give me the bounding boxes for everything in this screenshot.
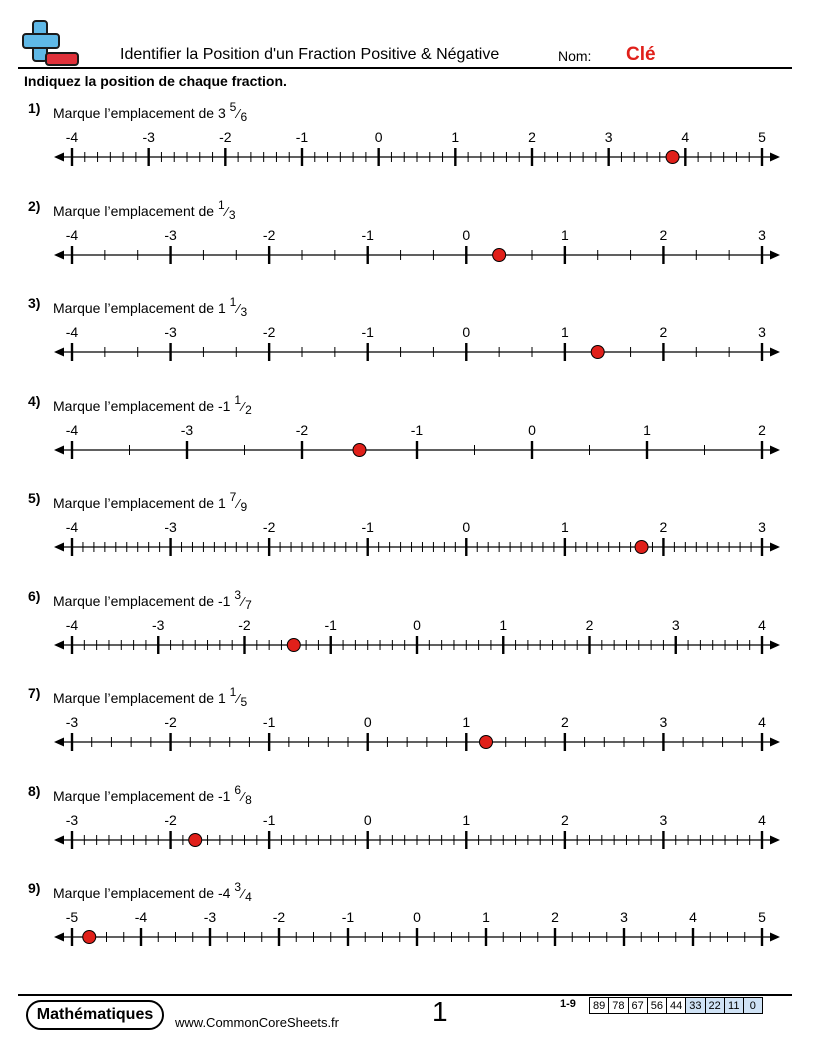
fraction-numerator: 3 — [234, 880, 241, 894]
problem-number: 4) — [28, 392, 41, 409]
tick-label: 1 — [462, 811, 471, 828]
tick-label: -2 — [262, 226, 276, 243]
tick-label: -1 — [295, 129, 309, 145]
problem-number: 2) — [28, 197, 41, 214]
tick-label: 4 — [758, 616, 766, 633]
tick-label: -3 — [65, 811, 79, 828]
tick-label: -3 — [164, 226, 177, 243]
left-arrow-icon — [54, 348, 64, 357]
fraction-numerator: 1 — [217, 197, 225, 212]
answer-point[interactable] — [635, 541, 648, 554]
tick-label: -2 — [164, 811, 177, 828]
tick-label: 4 — [758, 714, 766, 730]
score-range-label: 1-9 — [560, 998, 576, 1010]
tick-label: -4 — [65, 616, 79, 633]
footer-divider — [18, 994, 792, 996]
tick-label: 0 — [363, 714, 372, 730]
subject-badge: Mathématiques — [26, 1000, 164, 1030]
tick-label: 2 — [758, 421, 766, 438]
problem-prompt — [53, 782, 252, 807]
tick-label: 0 — [413, 616, 421, 633]
right-arrow-icon — [770, 933, 780, 942]
fraction-slash: ⁄ — [242, 788, 245, 804]
fraction-numerator: 1 — [234, 392, 241, 407]
fraction-numerator: 5 — [229, 100, 237, 114]
tick-label: -1 — [410, 421, 424, 438]
prompt-text: Marque l’emplacement de -1 — [53, 787, 235, 804]
right-arrow-icon — [770, 153, 780, 162]
tick-label: 1 — [499, 616, 508, 633]
problem-prompt — [53, 100, 248, 124]
tick-label: 2 — [659, 324, 668, 340]
tick-label: 5 — [758, 909, 766, 925]
fraction-denominator: 8 — [245, 792, 252, 807]
tick-label: 2 — [659, 226, 668, 243]
tick-label: -4 — [65, 129, 79, 145]
problem-prompt — [53, 587, 252, 612]
plus-minus-logo-icon — [22, 20, 80, 68]
tick-label: 2 — [528, 129, 536, 145]
tick-label: 1 — [451, 129, 460, 145]
tick-label: -1 — [262, 811, 276, 828]
tick-label: 3 — [659, 811, 668, 828]
left-arrow-icon — [54, 933, 64, 942]
score-cell: 44 — [667, 998, 686, 1014]
tick-label: -2 — [219, 129, 232, 145]
tick-label: -1 — [324, 616, 337, 633]
header-divider — [18, 67, 792, 69]
tick-label: -3 — [203, 909, 217, 925]
problem-number: 1) — [28, 100, 41, 116]
tick-label: 3 — [758, 226, 766, 243]
answer-point[interactable] — [493, 248, 506, 261]
number-line[interactable] — [0, 126, 816, 186]
fraction-denominator: 5 — [240, 695, 248, 709]
tick-label: 2 — [551, 909, 559, 925]
right-arrow-icon — [770, 348, 780, 357]
tick-label: 0 — [363, 811, 372, 828]
right-arrow-icon — [770, 738, 780, 747]
tick-label: -3 — [142, 129, 155, 145]
tick-label: 0 — [462, 324, 471, 340]
tick-label: 1 — [560, 519, 569, 535]
score-cell: 67 — [628, 998, 647, 1014]
answer-point[interactable] — [666, 151, 679, 164]
left-arrow-icon — [54, 445, 64, 454]
tick-label: -2 — [238, 616, 251, 633]
number-line[interactable] — [0, 614, 816, 674]
score-cell: 33 — [686, 998, 705, 1014]
fraction-denominator: 2 — [245, 402, 252, 417]
number-line[interactable] — [0, 321, 816, 381]
problem-prompt — [53, 295, 248, 319]
problem-prompt — [53, 685, 248, 709]
tick-label: 3 — [671, 616, 680, 633]
score-table — [589, 997, 763, 1014]
left-arrow-icon — [54, 640, 64, 649]
tick-label: 2 — [659, 519, 668, 535]
left-arrow-icon — [54, 250, 64, 259]
tick-label: -4 — [65, 519, 79, 535]
tick-label: 3 — [758, 519, 766, 535]
tick-label: -1 — [361, 324, 374, 340]
tick-label: -1 — [262, 714, 276, 730]
tick-label: 2 — [585, 616, 594, 633]
fraction-slash: ⁄ — [242, 398, 245, 414]
tick-label: 2 — [560, 811, 569, 828]
score-cell: 89 — [590, 998, 609, 1014]
problem-number: 6) — [28, 587, 41, 604]
prompt-text: Marque l’emplacement de -1 — [53, 397, 235, 414]
problem-number: 9) — [28, 880, 41, 896]
fraction-numerator: 1 — [229, 295, 237, 309]
answer-point[interactable] — [480, 736, 493, 749]
score-cell: 22 — [705, 998, 724, 1014]
prompt-text: Marque l’emplacement de — [53, 202, 218, 219]
answer-point[interactable] — [83, 931, 96, 944]
tick-label: 0 — [374, 129, 383, 145]
fraction-slash: ⁄ — [237, 106, 240, 121]
worksheet-title: Identifier la Position d'un Fraction Positive & Négative — [120, 46, 500, 63]
right-arrow-icon — [770, 640, 780, 649]
left-arrow-icon — [54, 835, 64, 844]
tick-label: -3 — [164, 324, 177, 340]
fraction-slash: ⁄ — [237, 301, 240, 316]
number-line[interactable] — [0, 711, 816, 771]
problem-prompt — [53, 490, 248, 514]
tick-label: 0 — [528, 421, 536, 438]
tick-label: 4 — [681, 129, 690, 145]
tick-label: -2 — [272, 909, 286, 925]
website-link[interactable]: www.CommonCoreSheets.fr — [175, 1015, 339, 1030]
tick-label: 5 — [758, 129, 766, 145]
fraction-slash: ⁄ — [237, 496, 240, 511]
number-line[interactable] — [0, 906, 816, 966]
tick-label: 4 — [689, 909, 697, 925]
left-arrow-icon — [54, 153, 64, 162]
problem-number: 3) — [28, 295, 41, 311]
prompt-text: Marque l’emplacement de 1 — [53, 690, 230, 706]
tick-label: -4 — [134, 909, 148, 925]
tick-label: -4 — [65, 421, 79, 438]
problem-number: 7) — [28, 685, 41, 701]
problem-number: 5) — [28, 490, 41, 506]
tick-label: 0 — [462, 519, 471, 535]
page-number: 1 — [432, 996, 448, 1027]
right-arrow-icon — [770, 445, 780, 454]
right-arrow-icon — [770, 250, 780, 259]
tick-label: -3 — [180, 421, 194, 438]
tick-label: 3 — [604, 129, 613, 145]
score-cell: 0 — [743, 998, 762, 1014]
tick-label: 0 — [413, 909, 421, 925]
tick-label: 3 — [620, 909, 628, 925]
fraction-numerator: 1 — [229, 685, 237, 699]
prompt-text: Marque l’emplacement de -1 — [53, 592, 235, 609]
tick-label: -2 — [262, 324, 276, 340]
tick-label: -2 — [262, 519, 276, 535]
tick-label: -4 — [65, 226, 79, 243]
fraction-numerator: 7 — [229, 490, 237, 504]
problem-prompt — [53, 880, 252, 904]
prompt-text: Marque l’emplacement de 1 — [53, 300, 230, 316]
number-line[interactable] — [0, 809, 816, 869]
name-label: Nom: — [558, 48, 592, 64]
tick-label: 3 — [758, 324, 766, 340]
tick-label: -3 — [65, 714, 79, 730]
tick-label: 0 — [462, 226, 471, 243]
prompt-text: Marque l’emplacement de 3 — [53, 105, 230, 121]
tick-label: 2 — [560, 714, 569, 730]
answer-point[interactable] — [189, 833, 202, 846]
fraction-denominator: 7 — [245, 597, 252, 612]
tick-label: -1 — [361, 519, 374, 535]
tick-label: 1 — [643, 421, 651, 438]
tick-label: -2 — [164, 714, 177, 730]
right-arrow-icon — [770, 543, 780, 552]
fraction-denominator: 3 — [240, 305, 248, 319]
tick-label: -5 — [65, 909, 79, 925]
tick-label: 1 — [560, 324, 569, 340]
fraction-slash: ⁄ — [225, 203, 228, 219]
problem-number: 8) — [28, 782, 41, 799]
prompt-text: Marque l’emplacement de -4 — [53, 885, 235, 901]
answer-point[interactable] — [591, 346, 604, 359]
fraction-slash: ⁄ — [237, 691, 240, 706]
fraction-slash: ⁄ — [242, 593, 245, 609]
fraction-denominator: 9 — [240, 500, 248, 514]
problem-prompt — [53, 197, 236, 222]
instructions: Indiquez la position de chaque fraction. — [24, 73, 287, 89]
tick-label: 1 — [560, 226, 569, 243]
tick-label: -1 — [341, 909, 355, 925]
number-line[interactable] — [0, 419, 816, 479]
tick-label: -1 — [361, 226, 374, 243]
tick-label: -3 — [164, 519, 177, 535]
problem-prompt — [53, 392, 252, 417]
score-cell: 11 — [724, 998, 743, 1014]
answer-point[interactable] — [287, 638, 300, 651]
fraction-slash: ⁄ — [242, 886, 245, 901]
tick-label: 1 — [482, 909, 490, 925]
fraction-numerator: 3 — [234, 587, 241, 602]
left-arrow-icon — [54, 543, 64, 552]
left-arrow-icon — [54, 738, 64, 747]
fraction-denominator: 4 — [245, 890, 252, 904]
tick-label: -2 — [295, 421, 309, 438]
tick-label: 1 — [462, 714, 471, 730]
tick-label: 3 — [659, 714, 668, 730]
number-line[interactable] — [0, 516, 816, 576]
name-value: Clé — [626, 44, 656, 65]
tick-label: -4 — [65, 324, 79, 340]
fraction-numerator: 6 — [234, 782, 241, 797]
prompt-text: Marque l’emplacement de 1 — [53, 495, 230, 511]
right-arrow-icon — [770, 835, 780, 844]
tick-label: -3 — [152, 616, 165, 633]
number-line[interactable] — [0, 224, 816, 284]
answer-point[interactable] — [353, 443, 366, 456]
score-cell: 56 — [647, 998, 666, 1014]
fraction-denominator: 3 — [228, 207, 236, 222]
fraction-denominator: 6 — [240, 110, 248, 124]
tick-label: 4 — [758, 811, 766, 828]
score-cell: 78 — [609, 998, 628, 1014]
